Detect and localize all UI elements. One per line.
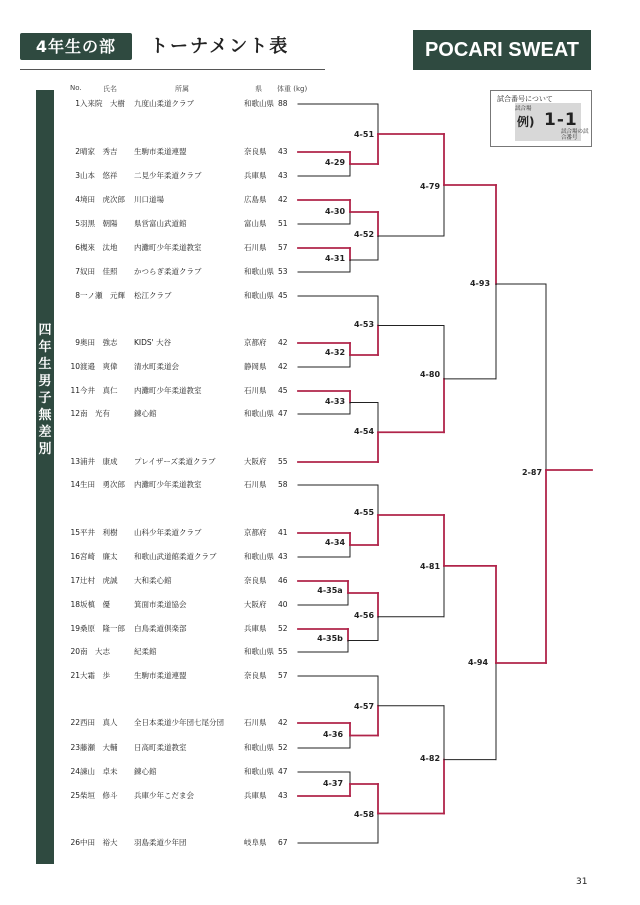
match-label-4-35b: 4-35b bbox=[317, 634, 343, 643]
entry-weight: 53 bbox=[278, 267, 288, 276]
match-label-2-87: 2-87 bbox=[521, 468, 543, 477]
entry-name: 坂槙 優 bbox=[80, 600, 110, 609]
entry-weight: 42 bbox=[278, 195, 288, 204]
match-label-4-33: 4-33 bbox=[324, 397, 346, 406]
entry-prefecture: 京都府 bbox=[244, 528, 267, 537]
entry-weight: 43 bbox=[278, 791, 288, 800]
entry-affiliation: 生駒市柔道連盟 bbox=[134, 147, 187, 156]
entry-affiliation: KIDS' 大谷 bbox=[134, 338, 172, 347]
entry-prefecture: 和歌山県 bbox=[244, 767, 274, 776]
entry-affiliation: プレイザーズ柔道クラブ bbox=[134, 457, 216, 466]
entry-name: 西田 真人 bbox=[80, 718, 118, 727]
division-label: 四年生男子無差別 bbox=[38, 323, 52, 457]
entry-number: 12 bbox=[70, 409, 80, 418]
entry-name: 今井 真仁 bbox=[80, 386, 118, 395]
legend-match-label: 試合場の試合番号 bbox=[561, 129, 589, 141]
entry-name: 奥田 強志 bbox=[80, 338, 118, 347]
entry-weight: 52 bbox=[278, 624, 288, 633]
entry-prefecture: 石川県 bbox=[244, 386, 267, 395]
entry-weight: 43 bbox=[278, 147, 288, 156]
entry-number: 6 bbox=[75, 243, 80, 252]
entry-affiliation: 紀柔館 bbox=[134, 647, 157, 656]
entry-number: 14 bbox=[70, 480, 80, 489]
entry-affiliation: かつらぎ柔道クラブ bbox=[134, 267, 202, 276]
entry-prefecture: 和歌山県 bbox=[244, 743, 274, 752]
entry-affiliation: 内灘町少年柔道教室 bbox=[134, 386, 202, 395]
entry-number: 26 bbox=[70, 838, 80, 847]
entry-weight: 57 bbox=[278, 671, 288, 680]
entry-name: 浦井 康成 bbox=[80, 457, 118, 466]
entry-affiliation: 羽島柔道少年団 bbox=[134, 838, 187, 847]
column-header-no: No. bbox=[70, 84, 82, 92]
entry-prefecture: 静岡県 bbox=[244, 362, 267, 371]
entry-name: 奴田 佳照 bbox=[80, 267, 118, 276]
entry-prefecture: 和歌山県 bbox=[244, 552, 274, 561]
match-label-4-35a: 4-35a bbox=[317, 586, 343, 595]
entry-number: 19 bbox=[70, 624, 80, 633]
page-number: 31 bbox=[576, 877, 588, 887]
entry-prefecture: 奈良県 bbox=[244, 147, 267, 156]
entry-number: 4 bbox=[75, 195, 80, 204]
entry-weight: 51 bbox=[278, 219, 288, 228]
entry-name: 辻村 虎誠 bbox=[80, 576, 118, 585]
match-label-4-52: 4-52 bbox=[353, 230, 375, 239]
entry-prefecture: 石川県 bbox=[244, 480, 267, 489]
entry-number: 13 bbox=[70, 457, 80, 466]
entry-prefecture: 和歌山県 bbox=[244, 267, 274, 276]
entry-number: 21 bbox=[70, 671, 80, 680]
match-label-4-58: 4-58 bbox=[353, 810, 375, 819]
column-header-prefecture: 県 bbox=[255, 85, 262, 93]
entry-weight: 42 bbox=[278, 718, 288, 727]
entry-number: 8 bbox=[75, 291, 80, 300]
match-label-4-30: 4-30 bbox=[324, 207, 346, 216]
entry-affiliation: 和歌山武道館柔道クラブ bbox=[134, 552, 217, 561]
entry-affiliation: 錬心館 bbox=[134, 409, 157, 418]
entry-number: 24 bbox=[70, 767, 80, 776]
entry-affiliation: 二見少年柔道クラブ bbox=[134, 171, 202, 180]
match-label-4-94: 4-94 bbox=[467, 658, 489, 667]
entry-affiliation: 内灘町少年柔道教室 bbox=[134, 243, 202, 252]
entry-number: 11 bbox=[70, 386, 80, 395]
match-label-4-81: 4-81 bbox=[419, 562, 441, 571]
entry-number: 2 bbox=[75, 147, 80, 156]
entry-prefecture: 石川県 bbox=[244, 243, 267, 252]
entry-name: 南 大志 bbox=[80, 647, 110, 656]
entry-number: 22 bbox=[70, 718, 80, 727]
entry-affiliation: 全日本柔道少年団七尾分団 bbox=[134, 718, 224, 727]
entry-affiliation: 日高町柔道教室 bbox=[134, 743, 187, 752]
entry-number: 3 bbox=[75, 171, 80, 180]
entry-number: 23 bbox=[70, 743, 80, 752]
entry-name: 大霜 歩 bbox=[80, 671, 110, 680]
entry-name: 桑原 隆一郎 bbox=[80, 624, 125, 633]
legend-example-number: 1-1 bbox=[544, 110, 578, 130]
match-label-4-93: 4-93 bbox=[469, 279, 491, 288]
entry-number: 17 bbox=[70, 576, 80, 585]
entry-prefecture: 石川県 bbox=[244, 718, 267, 727]
entry-prefecture: 兵庫県 bbox=[244, 791, 267, 800]
entry-name: 藤瀬 大輔 bbox=[80, 743, 118, 752]
entry-prefecture: 奈良県 bbox=[244, 671, 267, 680]
entry-weight: 47 bbox=[278, 409, 288, 418]
legend-title: 試合番号について bbox=[497, 95, 553, 103]
entry-name: 槻來 汰地 bbox=[80, 243, 118, 252]
match-label-4-36: 4-36 bbox=[322, 730, 344, 739]
entry-affiliation: 大和柔心館 bbox=[134, 576, 172, 585]
grade-badge: 4年生の部 bbox=[20, 33, 132, 60]
page-title: トーナメント表 bbox=[150, 36, 290, 57]
entry-number: 7 bbox=[75, 267, 80, 276]
entry-number: 25 bbox=[70, 791, 80, 800]
entry-affiliation: 内灘町少年柔道教室 bbox=[134, 480, 202, 489]
entry-prefecture: 兵庫県 bbox=[244, 624, 267, 633]
entry-weight: 45 bbox=[278, 386, 288, 395]
entry-name: 南 光有 bbox=[80, 409, 110, 418]
entry-number: 16 bbox=[70, 552, 80, 561]
entry-name: 晴家 秀吉 bbox=[80, 147, 118, 156]
match-label-4-51: 4-51 bbox=[353, 130, 375, 139]
entry-weight: 88 bbox=[278, 99, 288, 108]
entry-weight: 43 bbox=[278, 552, 288, 561]
match-label-4-34: 4-34 bbox=[324, 538, 346, 547]
match-label-4-29: 4-29 bbox=[324, 158, 346, 167]
match-label-4-55: 4-55 bbox=[353, 508, 375, 517]
entry-name: 中田 裕大 bbox=[80, 838, 118, 847]
entry-prefecture: 和歌山県 bbox=[244, 291, 274, 300]
entry-affiliation: 錬心館 bbox=[134, 767, 157, 776]
match-label-4-53: 4-53 bbox=[353, 320, 375, 329]
entry-weight: 52 bbox=[278, 743, 288, 752]
entry-weight: 57 bbox=[278, 243, 288, 252]
match-label-4-57: 4-57 bbox=[353, 702, 375, 711]
entry-weight: 46 bbox=[278, 576, 288, 585]
column-header-affiliation: 所属 bbox=[175, 85, 189, 93]
entry-number: 5 bbox=[75, 219, 80, 228]
entry-prefecture: 広島県 bbox=[244, 195, 267, 204]
entry-name: 諫山 卓未 bbox=[80, 767, 118, 776]
entry-name: 一ノ瀬 元輝 bbox=[80, 291, 125, 300]
entry-affiliation: 九度山柔道クラブ bbox=[134, 99, 194, 108]
entry-weight: 42 bbox=[278, 362, 288, 371]
column-header-name: 氏名 bbox=[103, 85, 117, 93]
entry-weight: 45 bbox=[278, 291, 288, 300]
entry-weight: 43 bbox=[278, 171, 288, 180]
entry-affiliation: 山科少年柔道クラブ bbox=[134, 528, 202, 537]
entry-weight: 40 bbox=[278, 600, 288, 609]
entry-prefecture: 和歌山県 bbox=[244, 647, 274, 656]
match-label-4-31: 4-31 bbox=[324, 254, 346, 263]
entry-number: 9 bbox=[75, 338, 80, 347]
match-label-4-37: 4-37 bbox=[322, 779, 344, 788]
match-label-4-82: 4-82 bbox=[419, 754, 441, 763]
entry-prefecture: 大阪府 bbox=[244, 600, 267, 609]
entry-name: 山本 悠祥 bbox=[80, 171, 118, 180]
entry-affiliation: 白鳥柔道倶楽部 bbox=[134, 624, 187, 633]
legend-example-prefix: 例) bbox=[517, 115, 535, 129]
entry-affiliation: 県営富山武道館 bbox=[134, 219, 187, 228]
entry-affiliation: 箕面市柔道協会 bbox=[134, 600, 187, 609]
column-header-weight: 体重 (kg) bbox=[277, 85, 308, 93]
legend-venue-label: 試合場 bbox=[515, 106, 532, 112]
entry-prefecture: 兵庫県 bbox=[244, 171, 267, 180]
match-label-4-54: 4-54 bbox=[353, 427, 375, 436]
entry-name: 境田 虎次郎 bbox=[80, 195, 125, 204]
match-label-4-32: 4-32 bbox=[324, 348, 346, 357]
entry-prefecture: 京都府 bbox=[244, 338, 267, 347]
entry-number: 18 bbox=[70, 600, 80, 609]
entry-prefecture: 富山県 bbox=[244, 219, 267, 228]
entry-name: 羽黒 朝陽 bbox=[80, 219, 118, 228]
entry-prefecture: 奈良県 bbox=[244, 576, 267, 585]
entry-affiliation: 兵庫少年こだま会 bbox=[134, 791, 194, 800]
entry-prefecture: 大阪府 bbox=[244, 457, 267, 466]
entry-weight: 41 bbox=[278, 528, 288, 537]
entry-weight: 58 bbox=[278, 480, 288, 489]
entry-name: 渡邉 爽偉 bbox=[80, 362, 118, 371]
entry-name: 平井 利樹 bbox=[80, 528, 118, 537]
entry-affiliation: 松江クラブ bbox=[134, 291, 172, 300]
entry-affiliation: 生駒市柔道連盟 bbox=[134, 671, 187, 680]
entry-prefecture: 和歌山県 bbox=[244, 409, 274, 418]
match-label-4-56: 4-56 bbox=[353, 611, 375, 620]
entry-number: 10 bbox=[70, 362, 80, 371]
entry-prefecture: 岐阜県 bbox=[244, 838, 267, 847]
entry-number: 15 bbox=[70, 528, 80, 537]
entry-weight: 55 bbox=[278, 457, 288, 466]
entry-number: 1 bbox=[75, 99, 80, 108]
entry-weight: 42 bbox=[278, 338, 288, 347]
entry-name: 入来院 大樹 bbox=[80, 99, 125, 108]
entry-name: 宮崎 廉太 bbox=[80, 552, 118, 561]
entry-weight: 47 bbox=[278, 767, 288, 776]
entry-affiliation: 川口道場 bbox=[134, 195, 164, 204]
match-label-4-80: 4-80 bbox=[419, 370, 441, 379]
entry-prefecture: 和歌山県 bbox=[244, 99, 274, 108]
entry-number: 20 bbox=[70, 647, 80, 656]
match-label-4-79: 4-79 bbox=[419, 182, 441, 191]
entry-name: 生田 勇次郎 bbox=[80, 480, 125, 489]
entry-weight: 55 bbox=[278, 647, 288, 656]
entry-affiliation: 清水町柔道会 bbox=[134, 362, 179, 371]
entry-weight: 67 bbox=[278, 838, 288, 847]
sponsor-logo: POCARI SWEAT bbox=[413, 30, 591, 70]
entry-name: 柴垣 修斗 bbox=[80, 791, 118, 800]
